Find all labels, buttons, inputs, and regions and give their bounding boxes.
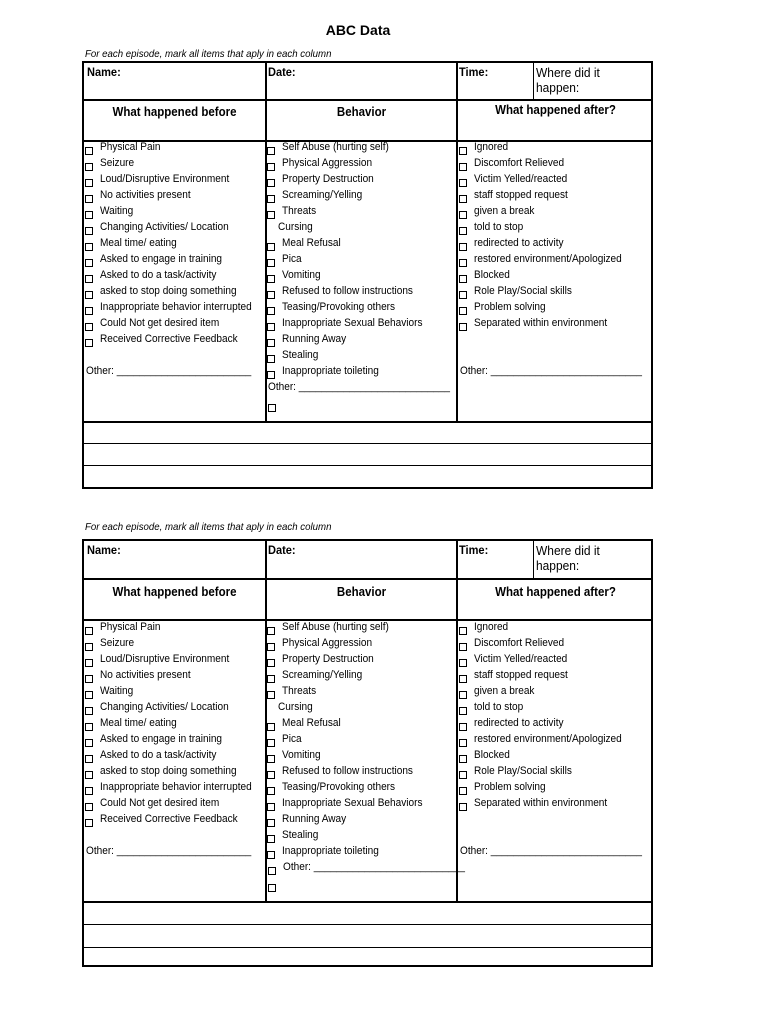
- list-item[interactable]: Loud/Disruptive Environment: [85, 173, 263, 189]
- checkbox[interactable]: [459, 675, 467, 683]
- col-divider: [533, 541, 534, 579]
- checkbox[interactable]: [85, 163, 93, 171]
- checkbox[interactable]: [459, 707, 467, 715]
- checkbox[interactable]: [85, 659, 93, 667]
- list-item[interactable]: Ignored: [459, 141, 653, 157]
- list-item[interactable]: Role Play/Social skills: [459, 285, 653, 301]
- checkbox[interactable]: [459, 323, 467, 331]
- list-item[interactable]: Problem solving: [459, 301, 653, 317]
- col-divider: [533, 63, 534, 100]
- list-item[interactable]: Physical Pain: [85, 141, 263, 157]
- checkbox[interactable]: [85, 723, 93, 731]
- checkbox[interactable]: [85, 819, 93, 827]
- list-item[interactable]: Victim Yelled/reacted: [459, 653, 653, 669]
- checkbox[interactable]: [267, 147, 275, 155]
- list-item[interactable]: Running Away: [267, 333, 455, 349]
- checkbox[interactable]: [267, 819, 275, 827]
- list-item[interactable]: Inappropriate behavior interrupted: [85, 301, 263, 317]
- checkbox[interactable]: [85, 803, 93, 811]
- list-item[interactable]: Asked to do a task/activity: [85, 749, 263, 765]
- list-item[interactable]: Inappropriate toileting: [267, 845, 455, 861]
- before-items: [85, 621, 263, 829]
- list-item[interactable]: given a break: [459, 685, 653, 701]
- checkbox[interactable]: [268, 884, 276, 892]
- checkbox[interactable]: [85, 323, 93, 331]
- checkbox[interactable]: [267, 723, 275, 731]
- checkbox[interactable]: [85, 755, 93, 763]
- behavior-other-field[interactable]: Other: ___________________________: [268, 381, 450, 393]
- list-item[interactable]: Meal Refusal: [267, 237, 455, 253]
- before-other-field[interactable]: Other: ________________________: [86, 845, 252, 857]
- checkbox[interactable]: [459, 179, 467, 187]
- checkbox[interactable]: [85, 787, 93, 795]
- list-item[interactable]: Physical Aggression: [267, 637, 455, 653]
- list-item[interactable]: Threats: [267, 685, 455, 701]
- checkbox[interactable]: [267, 835, 275, 843]
- checkbox[interactable]: [267, 291, 275, 299]
- checkbox[interactable]: [459, 739, 467, 747]
- list-item[interactable]: Asked to do a task/activity: [85, 269, 263, 285]
- list-item[interactable]: Screaming/Yelling: [267, 669, 455, 685]
- checkbox[interactable]: [459, 723, 467, 731]
- list-item[interactable]: staff stopped request: [459, 189, 653, 205]
- checkbox[interactable]: [267, 675, 275, 683]
- list-item[interactable]: Refused to follow instructions: [267, 765, 455, 781]
- row-divider: [84, 99, 651, 101]
- checkbox[interactable]: [267, 275, 275, 283]
- before-other-field[interactable]: Other: ________________________: [86, 365, 252, 377]
- after-items: [459, 141, 653, 333]
- checkbox[interactable]: [267, 211, 275, 219]
- list-item[interactable]: asked to stop doing something: [85, 765, 263, 781]
- date-label: Date:: [268, 65, 296, 79]
- list-item[interactable]: Problem solving: [459, 781, 653, 797]
- list-item[interactable]: restored environment/Apologized: [459, 253, 653, 269]
- list-item[interactable]: Could Not get desired item: [85, 797, 263, 813]
- list-item[interactable]: Asked to engage in training: [85, 253, 263, 269]
- checkbox[interactable]: [85, 691, 93, 699]
- list-item[interactable]: Asked to engage in training: [85, 733, 263, 749]
- checkbox[interactable]: [85, 147, 93, 155]
- row-divider: [84, 578, 651, 580]
- list-item[interactable]: Vomiting: [267, 269, 455, 285]
- after-items: [459, 621, 653, 813]
- list-item[interactable]: redirected to activity: [459, 237, 653, 253]
- after-other-field[interactable]: Other: ___________________________: [460, 845, 642, 857]
- checkbox[interactable]: [85, 275, 93, 283]
- checkbox[interactable]: [267, 803, 275, 811]
- checkbox[interactable]: [459, 147, 467, 155]
- checkbox[interactable]: [459, 803, 467, 811]
- checkbox[interactable]: [459, 787, 467, 795]
- checkbox[interactable]: [267, 771, 275, 779]
- list-item[interactable]: Changing Activities/ Location: [85, 221, 263, 237]
- checkbox[interactable]: [459, 755, 467, 763]
- list-item[interactable]: Ignored: [459, 621, 653, 637]
- checkbox[interactable]: [267, 163, 275, 171]
- name-label: Name:: [87, 543, 121, 557]
- before-column-title: What happened before: [112, 105, 237, 119]
- checkbox[interactable]: [267, 195, 275, 203]
- list-item[interactable]: Separated within environment: [459, 797, 653, 813]
- checkbox[interactable]: [267, 691, 275, 699]
- checkbox[interactable]: [85, 291, 93, 299]
- abc-form-1: [82, 61, 653, 489]
- list-item[interactable]: Pica: [267, 253, 455, 269]
- before-items: [85, 141, 263, 349]
- date-label: Date:: [268, 543, 296, 557]
- behavior-column-title: Behavior: [336, 585, 387, 599]
- checkbox[interactable]: [267, 755, 275, 763]
- list-item[interactable]: Vomiting: [267, 749, 455, 765]
- behavior-other-field[interactable]: Other: ___________________________: [283, 861, 465, 873]
- checkbox[interactable]: [267, 643, 275, 651]
- after-other-field[interactable]: Other: ___________________________: [460, 365, 642, 377]
- row-divider: [84, 947, 651, 948]
- list-item[interactable]: Screaming/Yelling: [267, 189, 455, 205]
- list-item[interactable]: Stealing: [267, 829, 455, 845]
- list-item[interactable]: Teasing/Provoking others: [267, 781, 455, 797]
- list-item[interactable]: Pica: [267, 733, 455, 749]
- checkbox[interactable]: [459, 659, 467, 667]
- checkbox[interactable]: [267, 179, 275, 187]
- checkbox[interactable]: [267, 339, 275, 347]
- checkbox[interactable]: [85, 227, 93, 235]
- list-item[interactable]: Blocked: [459, 269, 653, 285]
- list-item[interactable]: Waiting: [85, 205, 263, 221]
- list-item[interactable]: Threats: [267, 205, 455, 221]
- list-item[interactable]: Waiting: [85, 685, 263, 701]
- list-item[interactable]: Discomfort Relieved: [459, 157, 653, 173]
- checkbox[interactable]: [459, 211, 467, 219]
- behavior-items: [267, 141, 455, 381]
- checkbox[interactable]: [459, 307, 467, 315]
- list-item[interactable]: Meal Refusal: [267, 717, 455, 733]
- col-divider: [456, 541, 458, 901]
- checkbox[interactable]: [267, 627, 275, 635]
- checkbox[interactable]: [85, 643, 93, 651]
- list-item[interactable]: Meal time/ eating: [85, 237, 263, 253]
- list-item[interactable]: asked to stop doing something: [85, 285, 263, 301]
- checkbox[interactable]: [85, 771, 93, 779]
- checkbox[interactable]: [85, 243, 93, 251]
- list-item[interactable]: Meal time/ eating: [85, 717, 263, 733]
- time-label: Time:: [459, 543, 489, 557]
- checkbox[interactable]: [459, 691, 467, 699]
- list-item[interactable]: Cursing: [278, 701, 313, 713]
- checkbox[interactable]: [267, 659, 275, 667]
- list-item[interactable]: Teasing/Provoking others: [267, 301, 455, 317]
- row-divider: [84, 901, 651, 903]
- list-item[interactable]: Role Play/Social skills: [459, 765, 653, 781]
- list-item[interactable]: Inappropriate behavior interrupted: [85, 781, 263, 797]
- checkbox[interactable]: [267, 851, 275, 859]
- checkbox[interactable]: [459, 627, 467, 635]
- list-item[interactable]: Inappropriate toileting: [267, 365, 455, 381]
- document-title: ABC Data: [325, 22, 391, 38]
- checkbox[interactable]: [459, 291, 467, 299]
- list-item[interactable]: Physical Pain: [85, 621, 263, 637]
- instruction-text: For each episode, mark all items that aply in each column: [85, 48, 332, 60]
- row-divider: [84, 443, 651, 444]
- list-item[interactable]: No activities present: [85, 669, 263, 685]
- list-item[interactable]: staff stopped request: [459, 669, 653, 685]
- checkbox[interactable]: [85, 739, 93, 747]
- list-item[interactable]: Cursing: [278, 221, 313, 233]
- checkbox[interactable]: [459, 643, 467, 651]
- behavior-column-title: Behavior: [336, 105, 387, 119]
- after-column-title: What happened after?: [495, 103, 616, 117]
- list-item[interactable]: Stealing: [267, 349, 455, 365]
- list-item[interactable]: Blocked: [459, 749, 653, 765]
- checkbox[interactable]: [85, 195, 93, 203]
- checkbox[interactable]: [267, 243, 275, 251]
- checkbox[interactable]: [267, 371, 275, 379]
- list-item[interactable]: Separated within environment: [459, 317, 653, 333]
- behavior-items: [267, 621, 455, 861]
- list-item[interactable]: Received Corrective Feedback: [85, 813, 263, 829]
- checkbox[interactable]: [85, 307, 93, 315]
- list-item[interactable]: Physical Aggression: [267, 157, 455, 173]
- checkbox[interactable]: [85, 211, 93, 219]
- list-item[interactable]: Property Destruction: [267, 653, 455, 669]
- list-item[interactable]: Victim Yelled/reacted: [459, 173, 653, 189]
- checkbox[interactable]: [85, 179, 93, 187]
- instruction-text: For each episode, mark all items that aply in each column: [85, 521, 332, 533]
- list-item[interactable]: Seizure: [85, 157, 263, 173]
- checkbox[interactable]: [459, 275, 467, 283]
- list-item[interactable]: told to stop: [459, 701, 653, 717]
- after-column-title: What happened after?: [495, 585, 616, 599]
- checkbox[interactable]: [267, 259, 275, 267]
- checkbox[interactable]: [459, 771, 467, 779]
- time-label: Time:: [459, 65, 489, 79]
- list-item[interactable]: redirected to activity: [459, 717, 653, 733]
- list-item[interactable]: Received Corrective Feedback: [85, 333, 263, 349]
- checkbox[interactable]: [85, 259, 93, 267]
- checkbox[interactable]: [267, 323, 275, 331]
- where-label: Where did it happen:: [536, 543, 600, 573]
- list-item[interactable]: Running Away: [267, 813, 455, 829]
- list-item[interactable]: Seizure: [85, 637, 263, 653]
- checkbox[interactable]: [85, 707, 93, 715]
- checkbox[interactable]: [85, 339, 93, 347]
- checkbox[interactable]: [267, 307, 275, 315]
- row-divider: [84, 421, 651, 423]
- list-item[interactable]: Property Destruction: [267, 173, 455, 189]
- checkbox[interactable]: [459, 163, 467, 171]
- checkbox[interactable]: [459, 259, 467, 267]
- checkbox[interactable]: [268, 404, 276, 412]
- list-item[interactable]: Loud/Disruptive Environment: [85, 653, 263, 669]
- list-item[interactable]: Changing Activities/ Location: [85, 701, 263, 717]
- checkbox[interactable]: [85, 627, 93, 635]
- list-item[interactable]: Inappropriate Sexual Behaviors: [267, 317, 455, 333]
- checkbox[interactable]: [267, 355, 275, 363]
- where-label: Where did it happen:: [536, 65, 600, 95]
- list-item[interactable]: Could Not get desired item: [85, 317, 263, 333]
- list-item[interactable]: restored environment/Apologized: [459, 733, 653, 749]
- list-item[interactable]: told to stop: [459, 221, 653, 237]
- list-item[interactable]: given a break: [459, 205, 653, 221]
- list-item[interactable]: Discomfort Relieved: [459, 637, 653, 653]
- checkbox[interactable]: [268, 867, 276, 875]
- row-divider: [84, 924, 651, 925]
- col-divider: [456, 63, 458, 421]
- list-item[interactable]: Self Abuse (hurting self): [267, 621, 455, 637]
- list-item[interactable]: Self Abuse (hurting self): [267, 141, 455, 157]
- checkbox[interactable]: [267, 739, 275, 747]
- row-divider: [84, 465, 651, 466]
- checkbox[interactable]: [459, 227, 467, 235]
- checkbox[interactable]: [85, 675, 93, 683]
- list-item[interactable]: No activities present: [85, 189, 263, 205]
- abc-form-2: [82, 539, 653, 967]
- name-label: Name:: [87, 65, 121, 79]
- checkbox[interactable]: [267, 787, 275, 795]
- checkbox[interactable]: [459, 243, 467, 251]
- list-item[interactable]: Inappropriate Sexual Behaviors: [267, 797, 455, 813]
- checkbox[interactable]: [459, 195, 467, 203]
- before-column-title: What happened before: [112, 585, 237, 599]
- list-item[interactable]: Refused to follow instructions: [267, 285, 455, 301]
